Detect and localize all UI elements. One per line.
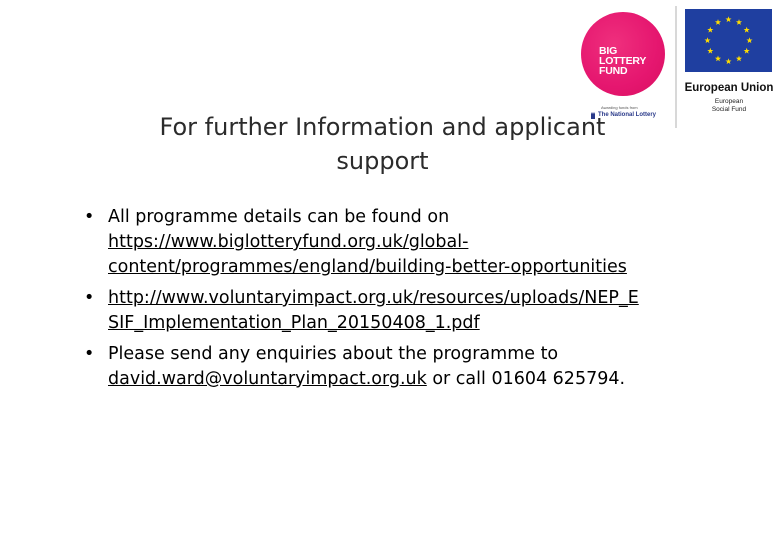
email-link[interactable]: david.ward@voluntaryimpact.org.uk	[108, 369, 427, 389]
eu-star-icon	[746, 37, 752, 43]
eu-name: European Union	[684, 82, 774, 94]
eu-star-icon	[715, 55, 721, 61]
bullet-symbol: •	[84, 207, 95, 227]
lottery-logo-line-2: LOTTERY	[599, 55, 647, 67]
eu-sub-line-2: Social Fund	[711, 106, 747, 113]
eu-star-icon	[725, 58, 731, 64]
slide-title-line-1: For further Information and applicant	[159, 113, 606, 141]
list-item	[84, 286, 744, 336]
phone-text: or call 01604 625794.	[426, 369, 626, 389]
eu-star-icon	[736, 55, 742, 61]
eu-star-icon	[736, 19, 742, 25]
bullet-list	[84, 205, 744, 398]
bullet-symbol: •	[84, 288, 95, 308]
slide-title-line-2: support	[336, 147, 429, 175]
title-clip	[0, 0, 618, 175]
bullet-text: Please send any enquiries about the programme to	[108, 344, 559, 364]
eu-star-icon	[744, 48, 750, 54]
voluntaryimpact-link-line-1[interactable]: http://www.voluntaryimpact.org.uk/resources/uploads/NEP_E	[108, 288, 639, 308]
lottery-logo-line-3: FUND	[599, 65, 628, 77]
eu-sub-line-1: European	[714, 98, 744, 105]
eu-star-icon	[744, 27, 750, 33]
bullet-text: All programme details can be found on	[108, 207, 450, 227]
slide-title	[120, 110, 645, 178]
eu-star-icon	[725, 16, 731, 22]
eu-star-icon	[704, 37, 710, 43]
list-item	[84, 342, 744, 392]
lottery-logo-line-1: BIG	[599, 45, 618, 57]
bullet-symbol: •	[84, 344, 95, 364]
lottery-funds-text: Awarding funds from	[601, 105, 638, 110]
eu-star-icon	[715, 19, 721, 25]
eu-star-icon	[707, 48, 713, 54]
national-lottery-text: The National Lottery	[598, 112, 657, 118]
biglotteryfund-link-line-1[interactable]: https://www.biglotteryfund.org.uk/global-	[108, 232, 469, 252]
logo-divider	[675, 6, 677, 128]
voluntaryimpact-link-line-2[interactable]: SIF_Implementation_Plan_20150408_1.pdf	[108, 313, 480, 333]
list-item	[84, 205, 744, 280]
eu-star-icon	[707, 27, 713, 33]
biglotteryfund-link-line-2[interactable]: content/programmes/england/building-better-opportunities	[108, 257, 627, 277]
eu-flag-icon	[685, 9, 772, 72]
european-union-logo	[683, 9, 775, 131]
